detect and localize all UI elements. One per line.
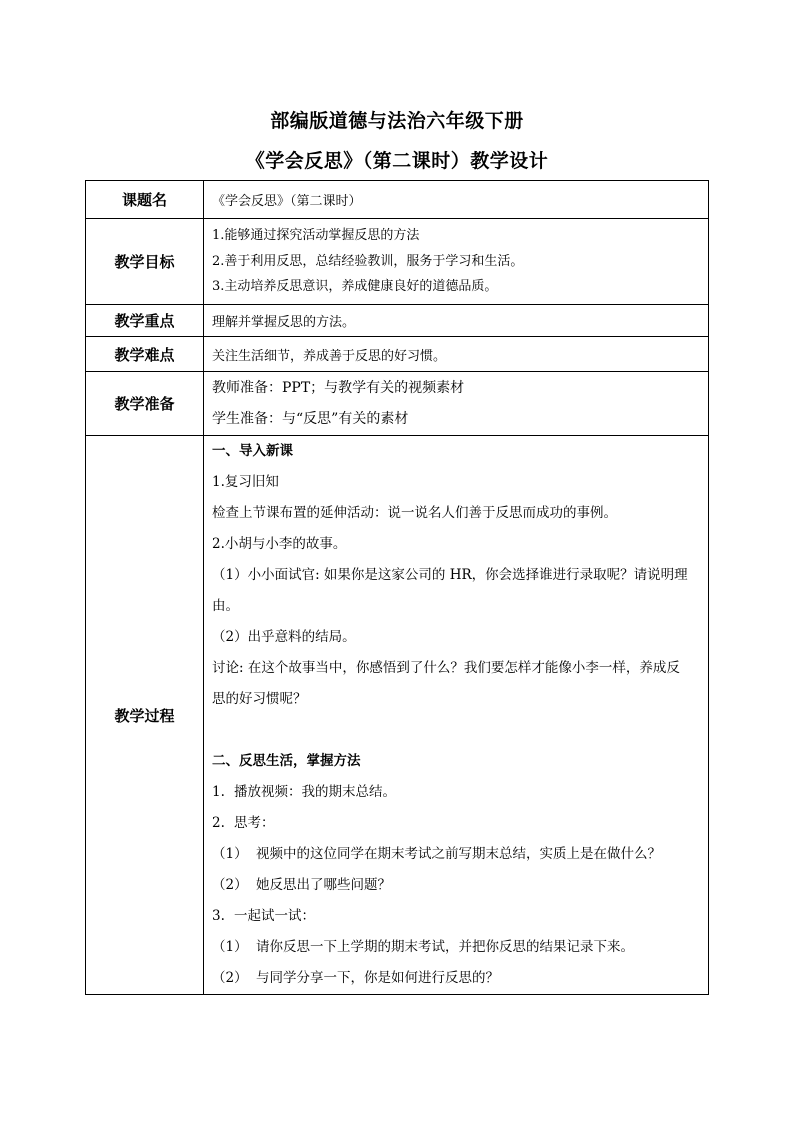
list-item xyxy=(212,870,702,901)
table-row-process xyxy=(86,436,709,995)
list-number: （1） xyxy=(212,846,248,862)
list-text: 思考： xyxy=(234,815,275,831)
goal-item: 2.善于利用反思，总结经验教训，服务于学习和生活。 xyxy=(212,253,524,269)
difficulty-label: 教学难点 xyxy=(86,337,204,372)
list-item xyxy=(212,932,702,963)
document-title: 部编版道德与法治六年级下册 xyxy=(270,110,524,132)
key-point-value: 理解并掌握反思的方法。 xyxy=(204,305,709,337)
goal-item: 3.主动培养反思意识，养成健康良好的道德品质。 xyxy=(212,279,498,295)
lesson-plan-table xyxy=(85,180,709,995)
list-item xyxy=(212,777,702,808)
table-row-topic xyxy=(86,181,709,219)
list-text: 请你反思一下上学期的期末考试，并把你反思的结果记录下来。 xyxy=(256,939,634,955)
list-number: 2. xyxy=(212,815,225,831)
section-heading: 一、导入新课 xyxy=(212,443,293,459)
preparation-label: 教学准备 xyxy=(86,372,204,436)
paragraph: 1.复习旧知 xyxy=(212,474,279,490)
list-number: （2） xyxy=(212,970,248,986)
list-text: 与同学分享一下，你是如何进行反思的？ xyxy=(256,970,499,986)
spacer xyxy=(212,715,702,746)
process-label: 教学过程 xyxy=(86,436,204,995)
paragraph: 由。 xyxy=(212,598,239,614)
key-point-label: 教学重点 xyxy=(86,305,204,337)
topic-value: 《学会反思》（第二课时） xyxy=(204,181,709,219)
paragraph: （2）出乎意料的结局。 xyxy=(212,629,356,645)
list-number: 3. xyxy=(212,908,225,924)
table-row-key-point xyxy=(86,305,709,337)
table-row-preparation xyxy=(86,372,709,436)
document-subtitle: 《学会反思》（第二课时）教学设计 xyxy=(245,150,549,172)
student-preparation: 学生准备：与“反思”有关的素材 xyxy=(212,410,409,427)
paragraph: 思的好习惯呢？ xyxy=(212,691,307,707)
list-number: （1） xyxy=(212,939,248,955)
difficulty-value: 关注生活细节，养成善于反思的好习惯。 xyxy=(204,337,709,372)
process-content xyxy=(204,436,709,995)
list-item xyxy=(212,808,702,839)
paragraph: 检查上节课布置的延伸活动：说一说名人们善于反思而成功的事例。 xyxy=(212,505,617,521)
paragraph: 讨论: 在这个故事当中，你感悟到了什么？我们要怎样才能像小李一样，养成反 xyxy=(212,660,680,676)
paragraph: （1）小小面试官: 如果你是这家公司的 HR，你会选择谁进行录取呢？请说明理 xyxy=(212,567,688,583)
teacher-preparation: 教师准备：PPT；与教学有关的视频素材 xyxy=(212,379,465,396)
list-text: 播放视频：我的期末总结。 xyxy=(234,784,396,800)
list-text: 一起试一试： xyxy=(234,908,315,924)
list-number: 1. xyxy=(212,784,225,800)
paragraph: 2.小胡与小李的故事。 xyxy=(212,536,347,552)
table-row-goals xyxy=(86,219,709,305)
topic-label: 课题名 xyxy=(86,181,204,219)
list-item xyxy=(212,839,702,870)
goal-item: 1.能够通过探究活动掌握反思的方法 xyxy=(212,228,420,244)
goals-label: 教学目标 xyxy=(86,219,204,305)
list-item xyxy=(212,901,702,932)
list-number: （2） xyxy=(212,877,248,893)
goals-content xyxy=(204,219,709,305)
list-text: 视频中的这位同学在期末考试之前写期末总结，实质上是在做什么？ xyxy=(256,846,661,862)
table-row-difficulty xyxy=(86,337,709,372)
section-heading: 二、反思生活，掌握方法 xyxy=(212,753,361,769)
list-text: 她反思出了哪些问题？ xyxy=(256,877,391,893)
list-item xyxy=(212,963,702,994)
preparation-content xyxy=(204,372,709,436)
